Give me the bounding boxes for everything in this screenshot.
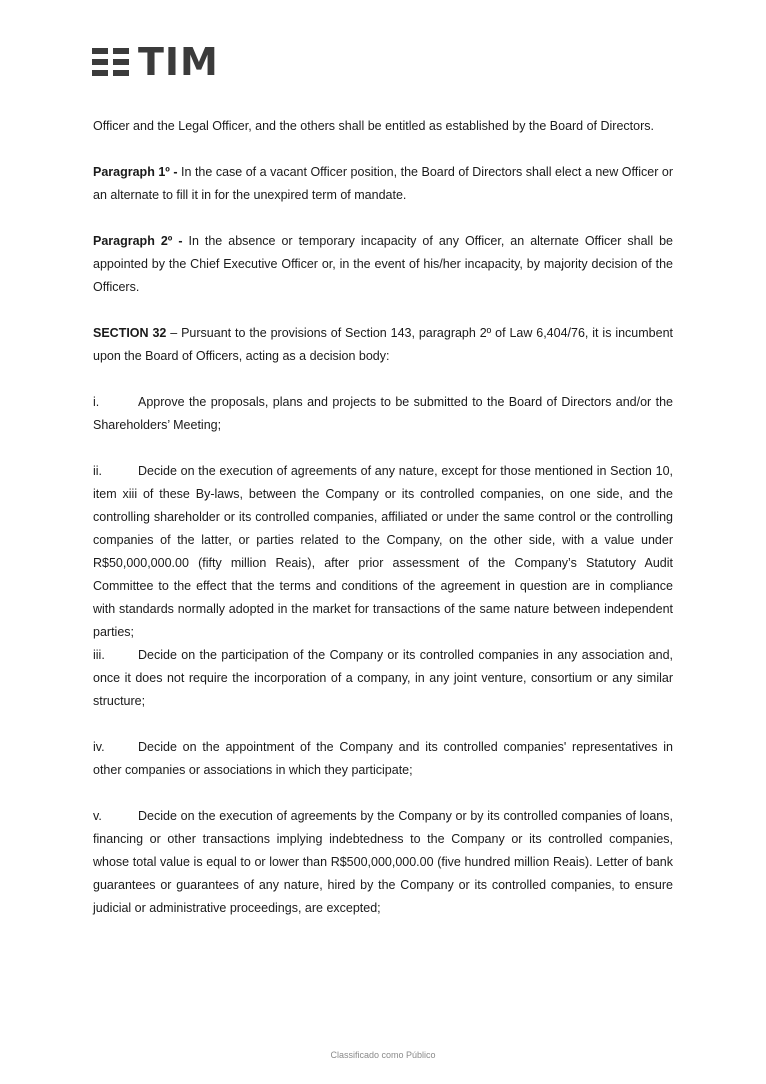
list-item-number: v. <box>93 809 102 823</box>
list-item-number: iii. <box>93 648 105 662</box>
list-item-i <box>93 391 673 437</box>
intro-paragraph: Officer and the Legal Officer, and the others shall be entitled as established by the Board of Directors. <box>93 119 654 133</box>
list-item-text: Decide on the participation of the Company or its controlled companies in any association and, once it does not require the incorporation of a company, in any joint venture, consortium or any similar structure; <box>93 648 673 708</box>
list-item-number: i. <box>93 395 100 409</box>
logo-text: TIM <box>138 40 219 84</box>
tim-logo <box>92 40 219 84</box>
list-item-text: Decide on the execution of agreements of any nature, except for those mentioned in Section 10, item xiii of these By-laws, between the Company or its controlled companies, on one side, and the controlling shareholder or its controlled companies, affiliated or under the same control or the controlling companies of the latter, or parties related to the Company, on the other side, with a value under R$50,000,000.00 (fifty million Reais), after prior assessment of the Company’s Statutory Audit Committee to the effect that the terms and conditions of the agreement in question are in compliance with standards normally adopted in the market for transactions of the same nature between independent parties; <box>93 464 673 639</box>
section-32-label: SECTION 32 <box>93 326 167 340</box>
list-item-iv <box>93 736 673 782</box>
list-item-number: iv. <box>93 740 105 754</box>
list-item-text: Approve the proposals, plans and projects to be submitted to the Board of Directors and/or the Shareholders’ Meeting; <box>93 395 673 432</box>
tim-stripes-logo-icon <box>92 46 134 78</box>
document-body <box>93 115 673 920</box>
paragraph-1-text: In the case of a vacant Officer position, the Board of Directors shall elect a new Officer or an alternate to fill it in for the unexpired term of mandate. <box>93 165 673 202</box>
list-item-v <box>93 805 673 920</box>
section-32-text: – Pursuant to the provisions of Section 143, paragraph 2º of Law 6,404/76, it is incumbent upon the Board of Officers, acting as a decision body: <box>93 326 674 363</box>
paragraph-2-label: Paragraph 2º - <box>93 234 183 248</box>
list-item-ii <box>93 460 673 644</box>
section-32 <box>93 322 673 368</box>
list-item-text: Decide on the appointment of the Company and its controlled companies' representatives in other companies or associations in which they participate; <box>93 740 673 777</box>
paragraph-2 <box>93 230 673 299</box>
list-item-text: Decide on the execution of agreements by the Company or by its controlled companies of loans, financing or other transactions implying indebtedness to the Company or its controlled companies, whose total value is equal to or lower than R$500,000,000.00 (five hundred million Reais). Letter of bank guarantees or guarantees of any nature, hired by the Company or its controlled companies, to ensure judicial or administrative proceedings, are excepted; <box>93 809 673 915</box>
paragraph-1 <box>93 161 673 207</box>
paragraph-2-text: In the absence or temporary incapacity of any Officer, an alternate Officer shall be appointed by the Chief Executive Officer or, in the event of his/her incapacity, by majority decision of the Officers. <box>93 234 673 294</box>
classification-footer: Classificado como Público <box>330 1050 436 1060</box>
paragraph-1-label: Paragraph 1º - <box>93 165 178 179</box>
list-item-iii <box>93 644 673 713</box>
list-item-number: ii. <box>93 464 103 478</box>
